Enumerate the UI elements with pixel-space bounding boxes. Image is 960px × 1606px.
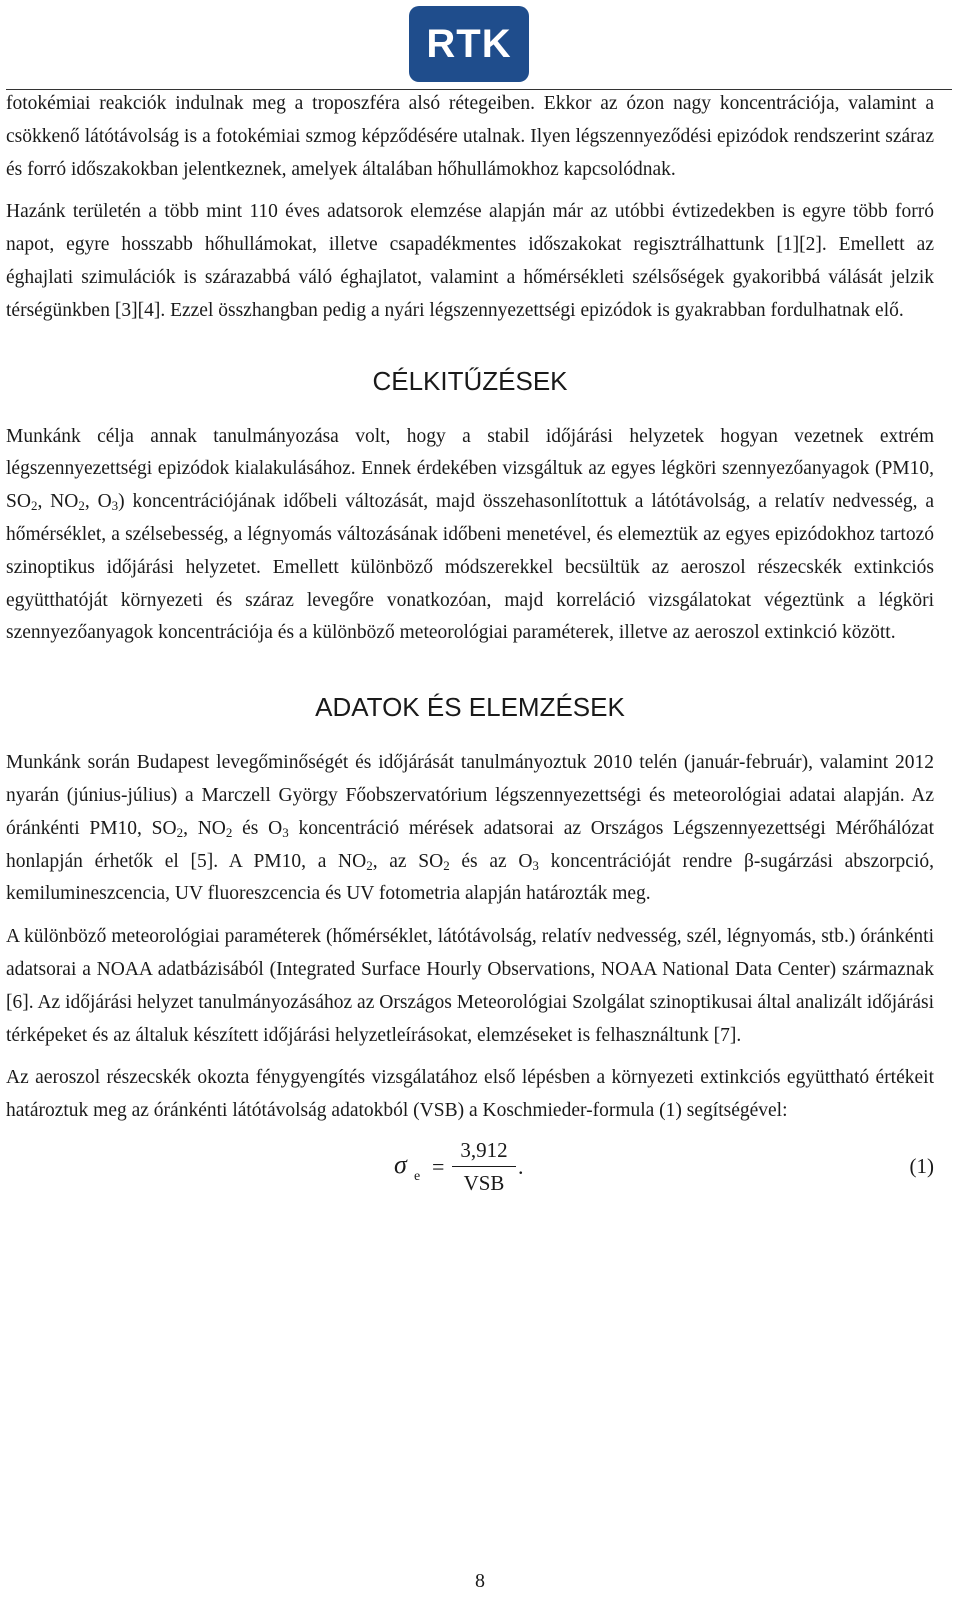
sigma-subscript: e [414,1168,421,1184]
paragraph-intro-continued: fotokémiai reakciók indulnak meg a troposzféra alsó rétegeiben. Ekkor az ózon nagy koncentrációja, valamint a csökkenő látótávolság is a fotokémiai szmog képződésére utalnak. Ilyen légszennyeződési epizódok rendszerint száraz és forró időszakokban jelentkeznek, amelyek általában hőhullámokhoz kapcsolódnak. [6,93,934,180]
document-body [6,88,934,1204]
paragraph-meteorology: A különböző meteorológiai paraméterek (hőmérséklet, látótávolság, relatív nedvesség, szél, légnyomás, stb.) óránkénti adatsorai a NOAA adatbázisából (Integrated Surface Hourly Observations, NOAA National Data Center) származnak [6]. Az időjárási helyzet tanulmányozásához az Országos Meteorológiai Szolgálat szinoptikusai által analizált időjárási térképeket és az általuk készített időjárási helyzetleírásokat, elemzéseket is felhasználtunk [7]. [6,926,934,1046]
sigma-symbol: σ [394,1149,407,1179]
rtk-logo: RTK [409,6,529,82]
heading-objectives: CÉLKITŰZÉSEK [372,365,568,396]
equation-number: (1) [909,1153,934,1178]
formula-period: . [518,1153,524,1179]
fraction-denominator: VSB [463,1170,505,1195]
koschmieder-formula [6,1134,934,1204]
equals-sign: = [432,1153,445,1179]
heading-data-analysis: ADATOK ÉS ELEMZÉSEK [315,692,625,723]
fraction-numerator: 3,912 [460,1137,508,1162]
paragraph-hungary-trends: Hazánk területén a több mint 110 éves adatsorok elemzése alapján már az utóbbi évtizedekben is egyre több forró napot, egyre hosszabb hőhullámokat, illetve csapadékmentes időszakokat regisztrálhattunk [1][2]. Emellett az éghajlati szimulációk is szárazabbá váló éghajlatot, valamint a hőmérsékleti szélsőségek gyakoribbá válását jelzik térségünkben [3][4]. Ezzel összhangban pedig a nyári légszennyezettségi epizódok is gyakrabban fordulhatnak elő. [6,201,934,321]
paragraph-extinction: Az aeroszol részecskék okozta fénygyengítés vizsgálatához első lépésben a környezeti extinkciós együttható értékeit határoztuk meg az óránkénti látótávolság adatokból (VSB) a Koschmieder-formula (1) segítségével: [6,1067,934,1122]
paragraph-objectives: Munkánk célja annak tanulmányozása volt, hogy a stabil időjárási helyzetek hogyan vezetnek extrém légszennyezettségi epizódok kialakulásához. Ennek érdekében vizsgáltuk az egyes légköri szennyezőanyagok (PM10, $SO_2$, $NO_2$, $O_3$) koncentrációjának időbeli változását, majd összehasonlítottuk a látótávolság, a relatív nedvesség, a hőmérséklet, a szélsebesség, a légnyomás változásának időbeni menetével, és elemeztük az egyes epizódokhoz tartozó szinoptikus időjárási helyzetet. Emellett különböző módszerekkel becsültük az aeroszol részecskék extinkciós együtthatóját környezeti és száraz levegőre vonatkozóan, majd korreláció vizsgálatokat végeztünk a légköri szennyezőanyagok koncentrációja és a különböző meteorológiai paraméterek, illetve az aeroszol extinkció között. [6,425,934,644]
fraction [452,1136,516,1197]
paragraph-data-sources: Munkánk során Budapest levegőminőségét és időjárását tanulmányoztuk 2010 telén (január-február), valamint 2012 nyarán (június-július) a Marczell György Főobszervatórium légszennyezettségi és meteorológiai adatai alapján. Az óránkénti PM10, $SO_2$, $NO_2$ és $O_3$ koncentráció mérések adatsorai az Országos Légszennyezettségi Mérőhálózat honlapján érhetők el [5]. A PM10, a $NO_2$, az $SO_2$ és az $O_3$ koncentrációját rendre β-sugárzási abszorpció, kemilumineszcencia, UV fluoreszcencia és UV fotometria alapján határozták meg. [6,752,935,905]
page-number: 8 [475,1570,485,1592]
fraction-bar [452,1166,516,1167]
page-header [0,0,960,90]
